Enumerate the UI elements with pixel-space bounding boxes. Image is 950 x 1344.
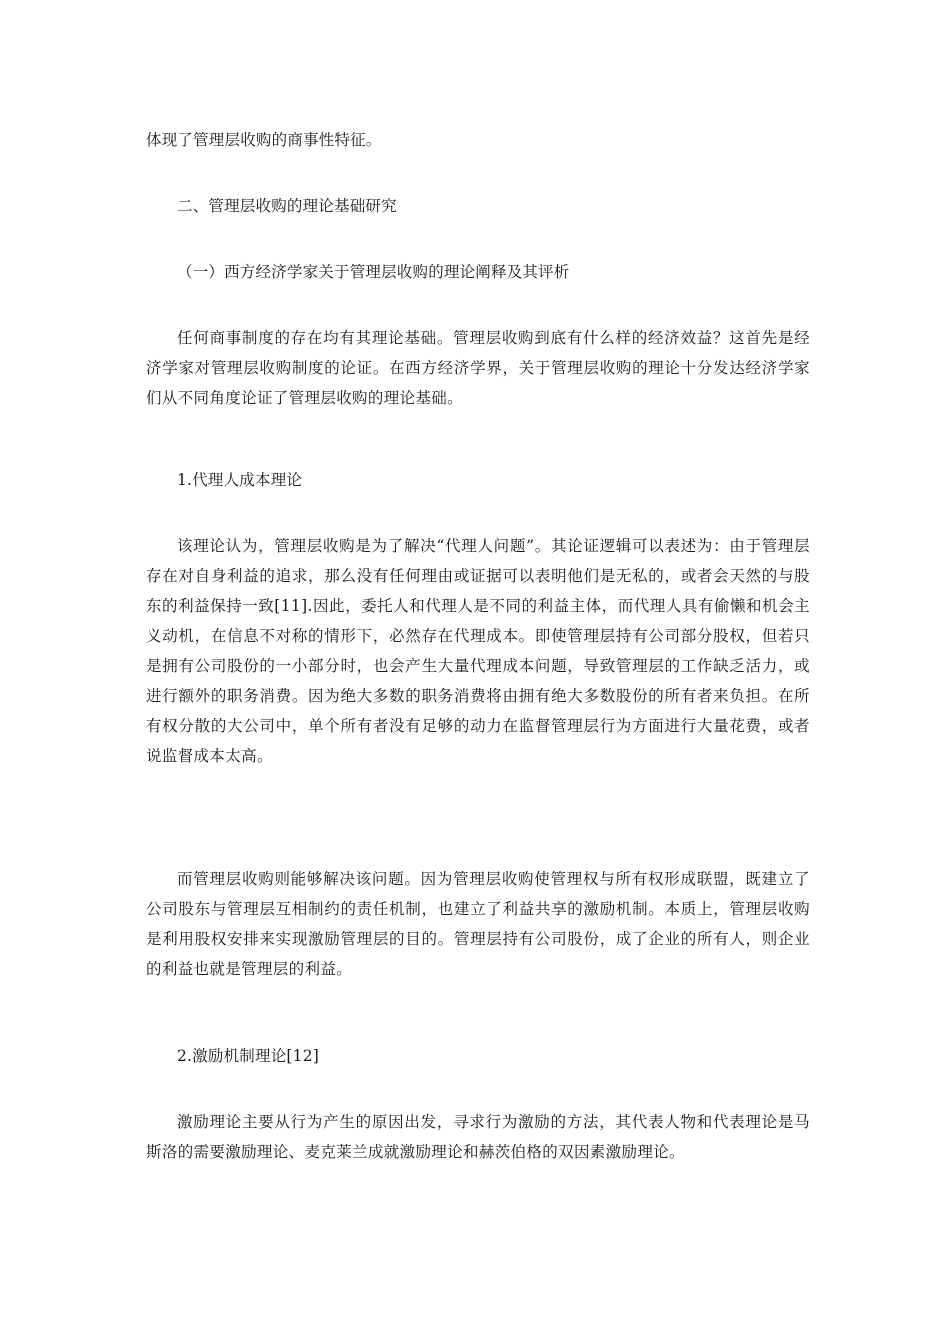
paragraph-continuation: 体现了管理层收购的商事性特征。 xyxy=(146,131,382,149)
paragraph-agency-cost: 该理论认为，管理层收购是为了解决“代理人问题”。其论证逻辑可以表述为：由于管理层存在对自身利益的追求，那么没有任何理由或证据可以表明他们是无私的，或者会天然的与股东的利益保持一致[11].因此，委托人和代理人是不同的利益主体，而代理人具有偷懒和机会主义动机，在信息不对称的情形下，必然存在代理成本。即使管理层持有公司部分股权，但若只是拥有公司股份的一小部分时，也会产生大量代理成本问题，导致管理层的工作缺乏活力，或进行额外的职务消费。因为绝大多数的职务消费将由拥有绝大多数股份的所有者来负担。在所有权分散的大公司中，单个所有者没有足够的动力在监督管理层行为方面进行大量花费，或者说监督成本太高。 xyxy=(146,537,810,765)
paragraph-incentive: 激励理论主要从行为产生的原因出发，寻求行为激励的方法，其代表人物和代表理论是马斯洛的需要激励理论、麦克莱兰成就激励理论和赫茨伯格的双因素激励理论。 xyxy=(146,1113,810,1161)
heading-agency-cost-theory: 1.代理人成本理论 xyxy=(177,471,303,489)
heading-incentive-theory: 2.激励机制理论[12] xyxy=(177,1047,320,1065)
paragraph-intro: 任何商事制度的存在均有其理论基础。管理层收购到底有什么样的经济效益？这首先是经济学家对管理层收购制度的论证。在西方经济学界，关于管理层收购的理论十分发达经济学家们从不同角度论证了管理层收购的理论基础。 xyxy=(146,329,810,407)
section-heading: 二、管理层收购的理论基础研究 xyxy=(177,197,397,215)
subsection-heading: （一）西方经济学家关于管理层收购的理论阐释及其评析 xyxy=(177,263,570,281)
paragraph-mbo-solution: 而管理层收购则能够解决该问题。因为管理层收购使管理权与所有权形成联盟，既建立了公司股东与管理层互相制约的责任机制，也建立了利益共享的激励机制。本质上，管理层收购是利用股权安排来实现激励管理层的目的。管理层持有公司股份，成了企业的所有人，则企业的利益也就是管理层的利益。 xyxy=(146,870,810,978)
